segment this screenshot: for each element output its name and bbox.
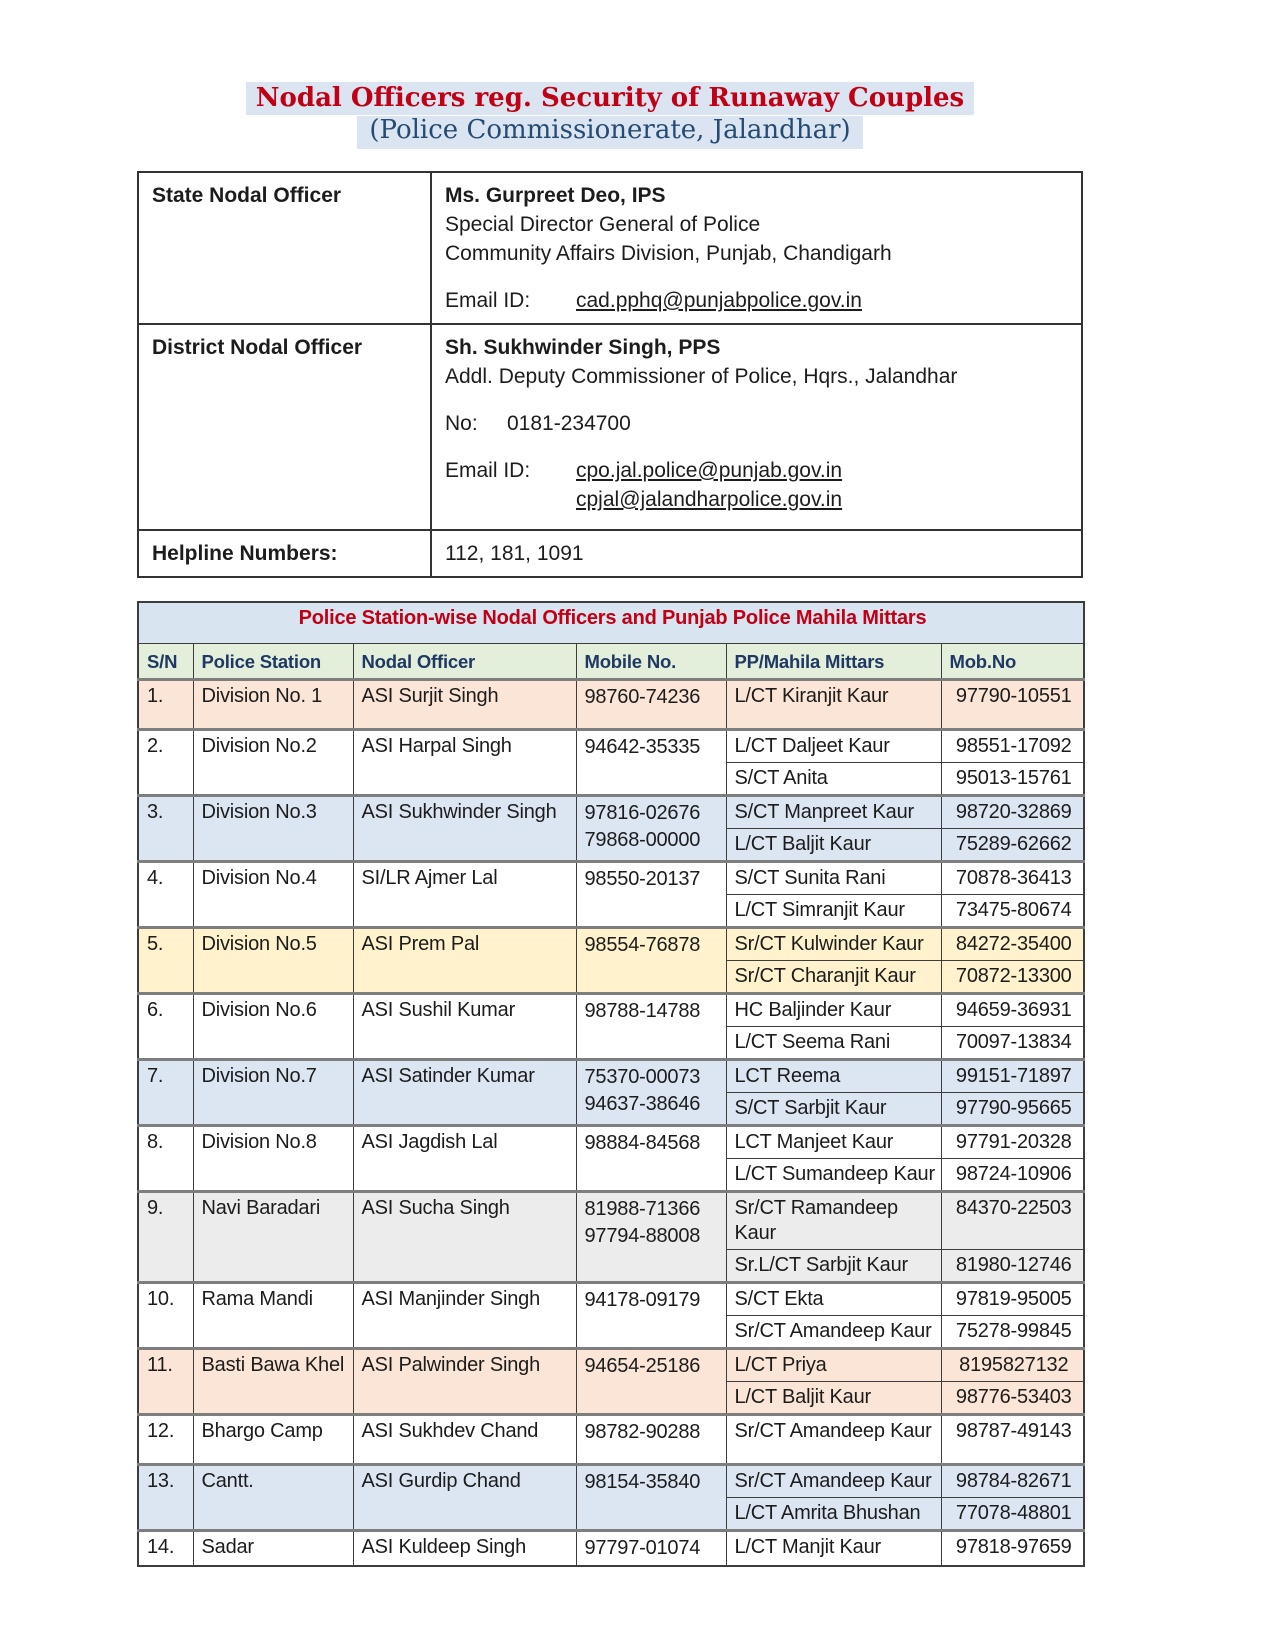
mobile-number-line: 98154-35840 [584,1471,701,1494]
state-nodal-officer-label: State Nodal Officer [138,172,431,324]
mobile-number-line: 94654-25186 [584,1355,701,1378]
mahila-mittar-name: HC Baljinder Kaur [726,994,941,1027]
serial-number: 4. [138,862,193,928]
col-header-sn: S/N [138,644,193,680]
mobile-number-line: 75370-00073 [584,1066,701,1089]
mahila-mittar-name: Sr/CT Amandeep Kaur [726,1465,941,1498]
mobile-number-line: 94642-35335 [584,736,701,759]
officer-mobile-number [576,1192,726,1283]
mahila-mittar-mobile: 98720-32869 [941,796,1084,829]
serial-number: 8. [138,1126,193,1192]
mahila-mittar-name: L/CT Amrita Bhushan [726,1498,941,1531]
mobile-number-line: 98884-84568 [584,1132,701,1155]
email-list [576,456,842,514]
nodal-officers-table [137,171,1083,578]
officer-mobile-number [576,862,726,928]
serial-number: 3. [138,796,193,862]
mahila-mittar-name: Sr/CT Charanjit Kaur [726,961,941,994]
station-row [138,730,1084,763]
mahila-mittar-name: L/CT Baljit Kaur [726,829,941,862]
mobile-number-line: 94178-09179 [584,1289,701,1312]
helpline-numbers: 112, 181, 1091 [431,530,1082,577]
mahila-mittar-name: Sr/CT Ramandeep Kaur [726,1192,941,1250]
nodal-officer-name: ASI Harpal Singh [353,730,576,796]
email-label: Email ID: [445,288,531,312]
email-link[interactable]: cad.pphq@punjabpolice.gov.in [576,288,862,312]
nodal-officer-name: ASI Kuldeep Singh [353,1531,576,1567]
mahila-mittar-mobile: 97790-95665 [941,1093,1084,1126]
officer-mobile-number [576,1126,726,1192]
police-station-name: Cantt. [193,1465,353,1531]
officer-mobile-number [576,928,726,994]
phone-number: 0181-234700 [507,411,631,435]
station-row [138,1126,1084,1159]
police-station-name: Division No.3 [193,796,353,862]
police-station-name: Rama Mandi [193,1283,353,1349]
mobile-number-line: 98782-90288 [584,1421,701,1444]
mahila-mittar-name: LCT Manjeet Kaur [726,1126,941,1159]
mahila-mittar-mobile: 98787-49143 [941,1415,1084,1465]
station-row [138,928,1084,961]
mahila-mittar-mobile: 8195827132 [941,1349,1084,1382]
mahila-mittar-mobile: 84272-35400 [941,928,1084,961]
serial-number: 13. [138,1465,193,1531]
mahila-mittar-mobile: 95013-15761 [941,763,1084,796]
mahila-mittar-mobile: 98776-53403 [941,1382,1084,1415]
station-row [138,862,1084,895]
phone-label: No: [445,411,478,435]
mahila-mittar-mobile: 70872-13300 [941,961,1084,994]
police-station-name: Division No.8 [193,1126,353,1192]
police-station-name: Sadar [193,1531,353,1567]
mahila-mittar-mobile: 98784-82671 [941,1465,1084,1498]
mahila-mittar-name: L/CT Baljit Kaur [726,1382,941,1415]
police-station-name: Division No.5 [193,928,353,994]
nodal-officer-name: ASI Palwinder Singh [353,1349,576,1415]
station-row [138,796,1084,829]
mahila-mittar-name: L/CT Manjit Kaur [726,1531,941,1567]
officer-mobile-number [576,1283,726,1349]
mobile-number-line: 97794-88008 [584,1225,701,1248]
district-nodal-officer-row [138,324,1082,530]
serial-number: 10. [138,1283,193,1349]
serial-number: 2. [138,730,193,796]
station-row [138,1465,1084,1498]
mobile-number-line: 79868-00000 [584,829,701,852]
officer-mobile-number [576,680,726,730]
mobile-number-line: 98760-74236 [584,686,701,709]
title-block [137,82,1083,149]
serial-number: 6. [138,994,193,1060]
mahila-mittar-mobile: 84370-22503 [941,1192,1084,1250]
officer-mobile-number [576,994,726,1060]
email-row [445,286,1069,315]
station-row [138,1349,1084,1382]
nodal-officer-name: ASI Surjit Singh [353,680,576,730]
mahila-mittar-name: S/CT Ekta [726,1283,941,1316]
nodal-officer-name: ASI Sushil Kumar [353,994,576,1060]
serial-number: 7. [138,1060,193,1126]
email-label: Email ID: [445,458,531,482]
mahila-mittar-name: L/CT Seema Rani [726,1027,941,1060]
station-table-title: Police Station-wise Nodal Officers and Punjab Police Mahila Mittars [138,602,1084,644]
officer-name: Sh. Sukhwinder Singh, PPS [445,335,721,359]
mahila-mittar-name: L/CT Priya [726,1349,941,1382]
mahila-mittar-name: S/CT Sarbjit Kaur [726,1093,941,1126]
col-header-nodal-officer: Nodal Officer [353,644,576,680]
nodal-officer-name: SI/LR Ajmer Lal [353,862,576,928]
nodal-officer-name: ASI Manjinder Singh [353,1283,576,1349]
mahila-mittar-name: L/CT Sumandeep Kaur [726,1159,941,1192]
mahila-mittar-name: Sr/CT Amandeep Kaur [726,1415,941,1465]
mahila-mittar-mobile: 75278-99845 [941,1316,1084,1349]
mahila-mittar-name: L/CT Kiranjit Kaur [726,680,941,730]
district-nodal-officer-label: District Nodal Officer [138,324,431,530]
mahila-mittar-mobile: 97818-97659 [941,1531,1084,1567]
station-table-header-row [138,644,1084,680]
police-station-name: Division No.7 [193,1060,353,1126]
police-station-name: Navi Baradari [193,1192,353,1283]
mahila-mittar-mobile: 98724-10906 [941,1159,1084,1192]
mahila-mittar-name: Sr/CT Kulwinder Kaur [726,928,941,961]
mahila-mittar-mobile: 73475-80674 [941,895,1084,928]
mahila-mittar-name: LCT Reema [726,1060,941,1093]
helpline-row [138,530,1082,577]
nodal-officer-name: ASI Gurdip Chand [353,1465,576,1531]
mobile-number-line: 97816-02676 [584,802,701,825]
col-header-police-station: Police Station [193,644,353,680]
mobile-number-line: 97797-01074 [584,1537,701,1560]
mahila-mittar-mobile: 97791-20328 [941,1126,1084,1159]
officer-mobile-number [576,730,726,796]
serial-number: 14. [138,1531,193,1567]
police-station-name: Basti Bawa Khel [193,1349,353,1415]
mahila-mittar-name: L/CT Daljeet Kaur [726,730,941,763]
officer-designation: Addl. Deputy Commissioner of Police, Hqrs., Jalandhar [445,364,958,388]
nodal-officer-name: ASI Prem Pal [353,928,576,994]
mahila-mittar-mobile: 94659-36931 [941,994,1084,1027]
serial-number: 5. [138,928,193,994]
nodal-officer-name: ASI Sukhwinder Singh [353,796,576,862]
station-row [138,1415,1084,1465]
mobile-number-line: 98550-20137 [584,868,701,891]
page-title: Nodal Officers reg. Security of Runaway Couples [246,82,974,115]
mahila-mittar-mobile: 75289-62662 [941,829,1084,862]
station-row [138,1192,1084,1250]
col-header-mobile-no: Mobile No. [576,644,726,680]
mobile-number-line: 81988-71366 [584,1198,701,1221]
station-table-title-row [138,602,1084,644]
mahila-mittar-name: L/CT Simranjit Kaur [726,895,941,928]
officer-division: Community Affairs Division, Punjab, Chandigarh [445,241,892,265]
station-table-body [138,602,1084,1567]
mobile-number-line: 94637-38646 [584,1093,701,1116]
police-station-name: Division No.2 [193,730,353,796]
officer-mobile-number [576,1465,726,1531]
station-table [137,601,1085,1568]
officer-mobile-number [576,1415,726,1465]
nodal-officer-name: ASI Sukhdev Chand [353,1415,576,1465]
mahila-mittar-name: Sr.L/CT Sarbjit Kaur [726,1250,941,1283]
officer-name: Ms. Gurpreet Deo, IPS [445,183,666,207]
station-row [138,1283,1084,1316]
station-row [138,680,1084,730]
district-nodal-officer-details [431,324,1082,530]
station-row [138,1060,1084,1093]
helpline-label: Helpline Numbers: [138,530,431,577]
officer-mobile-number [576,1349,726,1415]
mobile-number-line: 98554-76878 [584,934,701,957]
serial-number: 12. [138,1415,193,1465]
mahila-mittar-mobile: 77078-48801 [941,1498,1084,1531]
mahila-mittar-mobile: 99151-71897 [941,1060,1084,1093]
mahila-mittar-name: S/CT Anita [726,763,941,796]
officer-mobile-number [576,796,726,862]
col-header-mob-no: Mob.No [941,644,1084,680]
nodal-officer-name: ASI Satinder Kumar [353,1060,576,1126]
state-nodal-officer-details [431,172,1082,324]
email-link[interactable]: cpjal@jalandharpolice.gov.in [576,487,843,511]
page-subtitle: (Police Commissionerate, Jalandhar) [357,116,862,149]
col-header-mittars: PP/Mahila Mittars [726,644,941,680]
police-station-name: Division No.6 [193,994,353,1060]
email-link[interactable]: cpo.jal.police@punjab.gov.in [576,458,843,482]
officer-designation: Special Director General of Police [445,212,761,236]
police-station-name: Division No.4 [193,862,353,928]
police-station-name: Bhargo Camp [193,1415,353,1465]
station-row [138,1531,1084,1567]
mahila-mittar-name: S/CT Sunita Rani [726,862,941,895]
mahila-mittar-mobile: 70097-13834 [941,1027,1084,1060]
officer-mobile-number [576,1060,726,1126]
mahila-mittar-mobile: 81980-12746 [941,1250,1084,1283]
mahila-mittar-mobile: 98551-17092 [941,730,1084,763]
nodal-officer-name: ASI Sucha Singh [353,1192,576,1283]
mahila-mittar-mobile: 97819-95005 [941,1283,1084,1316]
state-nodal-officer-row [138,172,1082,324]
serial-number: 1. [138,680,193,730]
phone-row [445,409,1069,438]
serial-number: 11. [138,1349,193,1415]
email-row [445,456,1069,514]
nodal-officer-name: ASI Jagdish Lal [353,1126,576,1192]
mobile-number-line: 98788-14788 [584,1000,701,1023]
police-station-name: Division No. 1 [193,680,353,730]
station-row [138,994,1084,1027]
officer-mobile-number [576,1531,726,1567]
mahila-mittar-mobile: 97790-10551 [941,680,1084,730]
mahila-mittar-name: S/CT Manpreet Kaur [726,796,941,829]
serial-number: 9. [138,1192,193,1283]
mahila-mittar-name: Sr/CT Amandeep Kaur [726,1316,941,1349]
mahila-mittar-mobile: 70878-36413 [941,862,1084,895]
